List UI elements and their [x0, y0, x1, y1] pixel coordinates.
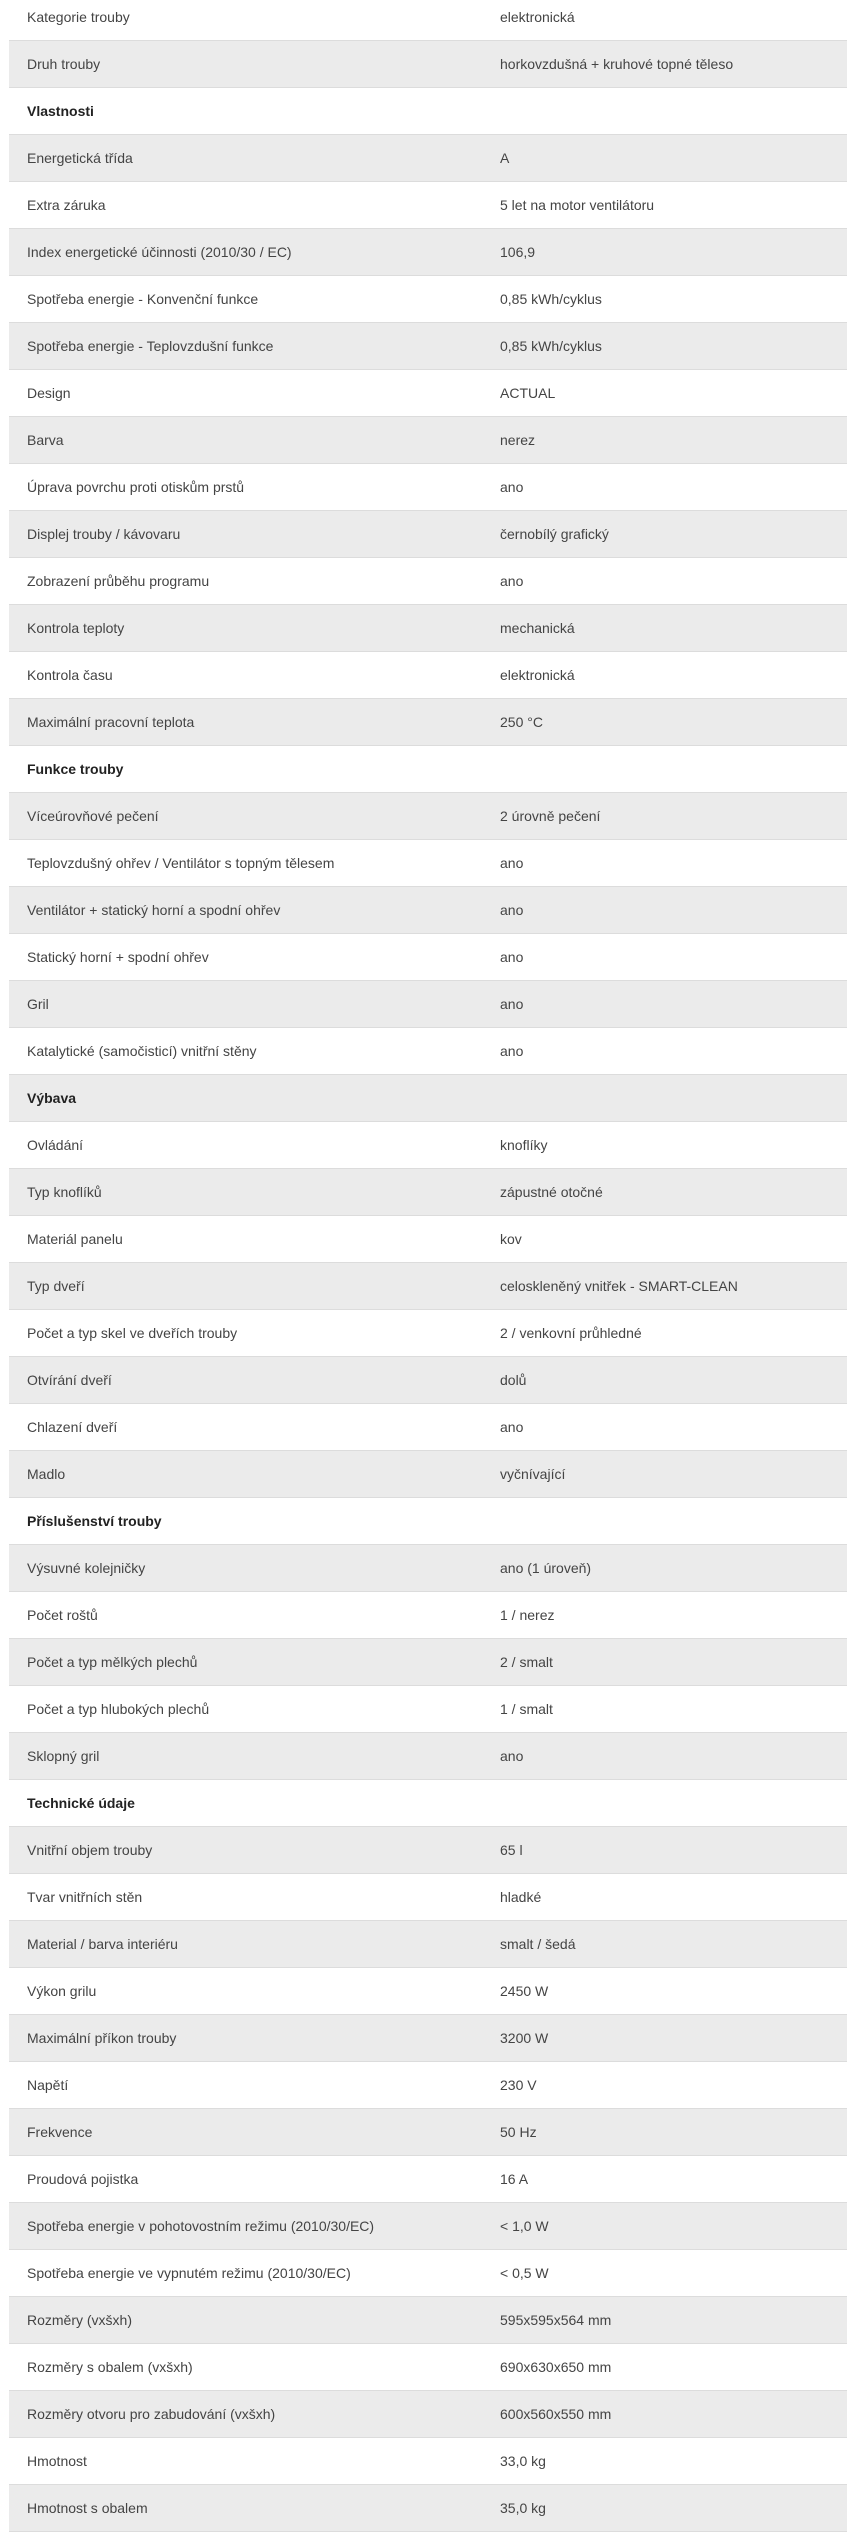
spec-label: Maximální příkon trouby — [27, 2030, 177, 2046]
spec-row — [9, 793, 847, 840]
spec-value: elektronická — [500, 667, 575, 683]
spec-row — [9, 323, 847, 370]
spec-label: Spotřeba energie ve vypnutém režimu (2010/30/EC) — [27, 2265, 351, 2281]
spec-label: Tvar vnitřních stěn — [27, 1889, 143, 1905]
spec-table — [9, 0, 847, 2532]
spec-label: Madlo — [27, 1466, 66, 1482]
spec-row — [9, 1639, 847, 1686]
spec-value: 250 °C — [500, 714, 543, 730]
spec-label: Displej trouby / kávovaru — [27, 526, 181, 542]
spec-row — [9, 2297, 847, 2344]
spec-value: ano — [500, 996, 524, 1012]
spec-value: ACTUAL — [500, 385, 556, 401]
spec-label: Počet roštů — [27, 1607, 98, 1623]
spec-value: smalt / šedá — [500, 1936, 576, 1952]
spec-value: 0,85 kWh/cyklus — [500, 338, 602, 354]
spec-value: ano — [500, 1043, 524, 1059]
spec-value: A — [500, 150, 510, 166]
spec-label: Hmotnost s obalem — [27, 2500, 148, 2516]
spec-label: Počet a typ skel ve dveřích trouby — [27, 1325, 238, 1341]
spec-label: Kategorie trouby — [27, 9, 130, 25]
spec-row — [9, 2156, 847, 2203]
spec-row — [9, 511, 847, 558]
spec-value: 1 / smalt — [500, 1701, 553, 1717]
spec-value: zápustné otočné — [500, 1184, 603, 1200]
spec-row — [9, 2062, 847, 2109]
spec-label: Ovládání — [27, 1137, 84, 1153]
spec-value: 2 / venkovní průhledné — [500, 1325, 642, 1341]
spec-value: ano — [500, 573, 524, 589]
spec-row — [9, 2109, 847, 2156]
spec-value: 600x560x550 mm — [500, 2406, 612, 2422]
spec-value: 230 V — [500, 2077, 537, 2093]
spec-row — [9, 1310, 847, 1357]
section-header-row — [9, 88, 847, 135]
spec-row — [9, 2391, 847, 2438]
spec-value: 595x595x564 mm — [500, 2312, 612, 2328]
spec-value: ano — [500, 949, 524, 965]
section-title: Vlastnosti — [27, 103, 94, 119]
spec-value: ano — [500, 1748, 524, 1764]
spec-label: Extra záruka — [27, 197, 106, 213]
spec-label: Material / barva interiéru — [27, 1936, 178, 1952]
spec-value: nerez — [500, 432, 536, 448]
spec-value: ano — [500, 855, 524, 871]
spec-value: < 1,0 W — [500, 2218, 549, 2234]
spec-row — [9, 1451, 847, 1498]
spec-label: Druh trouby — [27, 56, 101, 72]
spec-label: Spotřeba energie - Teplovzdušní funkce — [27, 338, 274, 354]
spec-row — [9, 0, 847, 41]
spec-row — [9, 2250, 847, 2297]
spec-label: Chlazení dveří — [27, 1419, 118, 1435]
spec-value: horkovzdušná + kruhové topné těleso — [500, 56, 734, 72]
spec-value: 2 úrovně pečení — [500, 808, 601, 824]
spec-value: ano — [500, 1419, 524, 1435]
section-title: Funkce trouby — [27, 761, 124, 777]
spec-value: ano (1 úroveň) — [500, 1560, 592, 1576]
section-title: Výbava — [27, 1090, 77, 1106]
spec-row — [9, 1263, 847, 1310]
spec-row — [9, 1874, 847, 1921]
spec-value: kov — [500, 1231, 522, 1247]
spec-label: Ventilátor + statický horní a spodní ohřev — [27, 902, 281, 918]
spec-label: Barva — [27, 432, 64, 448]
spec-value: 5 let na motor ventilátoru — [500, 197, 655, 213]
spec-value: 3200 W — [500, 2030, 549, 2046]
spec-value: 16 A — [500, 2171, 529, 2187]
spec-label: Proudová pojistka — [27, 2171, 139, 2187]
spec-label: Výsuvné kolejničky — [27, 1560, 146, 1576]
spec-label: Rozměry otvoru pro zabudování (vxšxh) — [27, 2406, 276, 2422]
spec-label: Sklopný gril — [27, 1748, 100, 1764]
spec-label: Gril — [27, 996, 49, 1012]
spec-value: 33,0 kg — [500, 2453, 546, 2469]
spec-row — [9, 1404, 847, 1451]
spec-label: Hmotnost — [27, 2453, 87, 2469]
spec-row — [9, 605, 847, 652]
spec-row — [9, 1122, 847, 1169]
spec-value: elektronická — [500, 9, 575, 25]
section-header-row — [9, 1498, 847, 1545]
spec-row — [9, 887, 847, 934]
spec-value: černobílý grafický — [500, 526, 609, 542]
spec-row — [9, 2015, 847, 2062]
section-title: Technické údaje — [27, 1795, 135, 1811]
spec-label: Počet a typ hlubokých plechů — [27, 1701, 210, 1717]
spec-label: Frekvence — [27, 2124, 93, 2140]
spec-label: Energetická třída — [27, 150, 133, 166]
spec-value: hladké — [500, 1889, 542, 1905]
spec-value: 2 / smalt — [500, 1654, 553, 1670]
spec-row — [9, 276, 847, 323]
spec-row — [9, 1733, 847, 1780]
spec-label: Otvírání dveří — [27, 1372, 112, 1388]
spec-value: vyčnívající — [500, 1466, 566, 1482]
spec-label: Statický horní + spodní ohřev — [27, 949, 209, 965]
spec-row — [9, 1968, 847, 2015]
spec-value: knoflíky — [500, 1137, 548, 1153]
spec-row — [9, 1216, 847, 1263]
spec-value: 0,85 kWh/cyklus — [500, 291, 602, 307]
spec-label: Víceúrovňové pečení — [27, 808, 159, 824]
section-header-row — [9, 746, 847, 793]
spec-value: 106,9 — [500, 244, 536, 260]
spec-row — [9, 558, 847, 605]
spec-row — [9, 981, 847, 1028]
spec-label: Kontrola času — [27, 667, 113, 683]
spec-label: Spotřeba energie - Konvenční funkce — [27, 291, 259, 307]
spec-label: Maximální pracovní teplota — [27, 714, 195, 730]
spec-value: mechanická — [500, 620, 575, 636]
spec-value: 65 l — [500, 1842, 523, 1858]
spec-value: 690x630x650 mm — [500, 2359, 612, 2375]
spec-row — [9, 1592, 847, 1639]
spec-row — [9, 1357, 847, 1404]
spec-value: ano — [500, 902, 524, 918]
spec-label: Kontrola teploty — [27, 620, 125, 636]
spec-label: Rozměry (vxšxh) — [27, 2312, 133, 2328]
spec-row — [9, 1686, 847, 1733]
spec-value: 1 / nerez — [500, 1607, 555, 1623]
spec-label: Typ dveří — [27, 1278, 85, 1294]
spec-label: Úprava povrchu proti otiskům prstů — [27, 479, 245, 495]
spec-row — [9, 182, 847, 229]
spec-label: Napětí — [27, 2077, 69, 2093]
spec-row — [9, 370, 847, 417]
spec-row — [9, 699, 847, 746]
spec-label: Teplovzdušný ohřev / Ventilátor s topným tělesem — [27, 855, 335, 871]
section-header-row — [9, 1075, 847, 1122]
spec-row — [9, 652, 847, 699]
spec-label: Výkon grilu — [27, 1983, 97, 1999]
spec-row — [9, 2438, 847, 2485]
spec-row — [9, 1921, 847, 1968]
spec-label: Index energetické účinnosti (2010/30 / EC) — [27, 244, 292, 260]
spec-label: Spotřeba energie v pohotovostním režimu (2010/30/EC) — [27, 2218, 375, 2234]
spec-value: 35,0 kg — [500, 2500, 546, 2516]
spec-label: Materiál panelu — [27, 1231, 123, 1247]
spec-row — [9, 1827, 847, 1874]
spec-label: Rozměry s obalem (vxšxh) — [27, 2359, 193, 2375]
spec-label: Design — [27, 385, 71, 401]
spec-label: Typ knoflíků — [27, 1184, 102, 1200]
spec-row — [9, 1028, 847, 1075]
spec-row — [9, 934, 847, 981]
spec-row — [9, 135, 847, 182]
spec-row — [9, 2485, 847, 2532]
spec-value: 50 Hz — [500, 2124, 537, 2140]
spec-label: Počet a typ mělkých plechů — [27, 1654, 198, 1670]
spec-row — [9, 1545, 847, 1592]
spec-label: Vnitřní objem trouby — [27, 1842, 153, 1858]
spec-row — [9, 417, 847, 464]
section-title: Příslušenství trouby — [27, 1513, 162, 1529]
spec-value: ano — [500, 479, 524, 495]
spec-label: Katalytické (samočisticí) vnitřní stěny — [27, 1043, 257, 1059]
spec-row — [9, 2344, 847, 2391]
spec-row — [9, 464, 847, 511]
spec-row — [9, 229, 847, 276]
spec-row — [9, 1169, 847, 1216]
spec-value: 2450 W — [500, 1983, 549, 1999]
spec-row — [9, 41, 847, 88]
spec-row — [9, 840, 847, 887]
spec-value: celoskleněný vnitřek - SMART-CLEAN — [500, 1278, 738, 1294]
spec-value: < 0,5 W — [500, 2265, 549, 2281]
spec-value: dolů — [500, 1372, 527, 1388]
spec-row — [9, 2203, 847, 2250]
spec-label: Zobrazení průběhu programu — [27, 573, 210, 589]
section-header-row — [9, 1780, 847, 1827]
